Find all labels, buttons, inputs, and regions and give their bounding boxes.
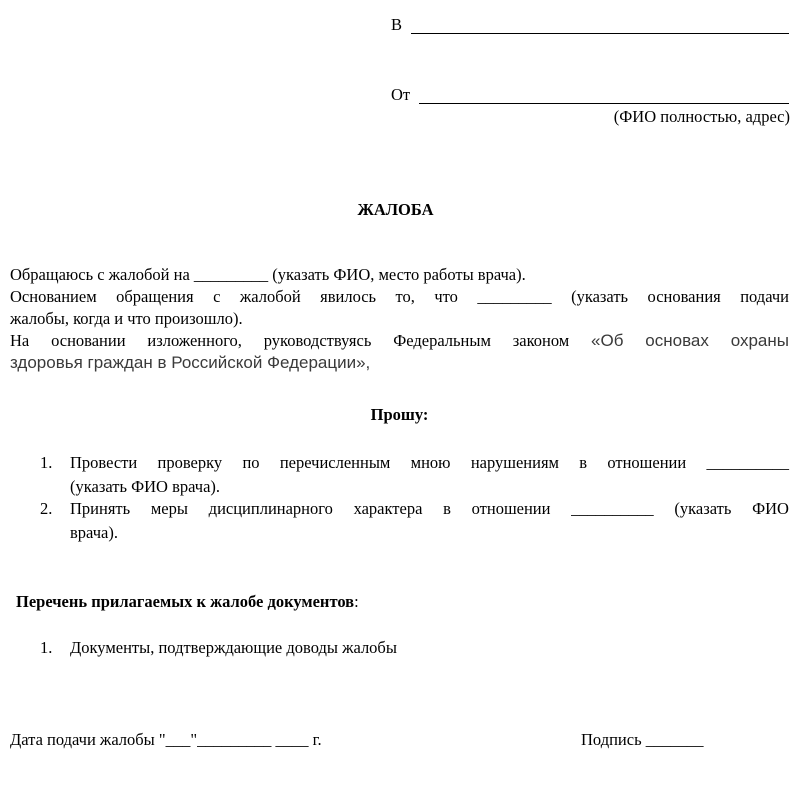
request-item-text [70,452,789,500]
request-word: мною [410,453,451,472]
request-word: меры [150,499,188,518]
body-word: Федеральным [393,331,491,350]
body-word: законом [512,331,570,350]
body-word: что [434,287,458,306]
request-item-number: 1. [40,453,53,472]
law-title-word: основах [645,331,709,350]
request-word: (указать [674,499,732,518]
request-word: перечисленным [279,453,391,472]
request-item-line-2: (указать ФИО врача). [70,477,221,496]
document-title [0,199,807,221]
document-title-text: ЖАЛОБА [357,200,434,219]
attachment-item [40,637,789,661]
request-title-text: Прошу: [370,405,429,424]
law-title-word: «Об [591,331,624,350]
request-word: нарушениям [470,453,559,472]
request-item-number: 2. [40,499,53,518]
addressee-label: В [391,15,403,34]
sender-row [391,84,791,106]
request-word: характера [353,499,423,518]
request-word: дисциплинарного [208,499,333,518]
request-item-line-1 [70,452,789,476]
body-paragraph-2-line-2: жалобы, когда и что произошло). [10,309,243,328]
body-word: Основанием [10,287,97,306]
request-word: ФИО [752,499,789,518]
sender-note: (ФИО полностью, адрес) [613,107,790,126]
body-paragraph-3-line-2: здоровья граждан в Российской Федерации», [10,353,371,372]
attachments-title-colon: : [354,592,359,611]
attachment-item-text: Документы, подтверждающие доводы жалобы [70,638,397,657]
body-paragraph-3-line-1 [10,330,789,352]
sender-label: От [391,85,411,104]
request-word: __________ [571,499,654,518]
body-paragraph-2-line-1 [10,286,789,308]
body-word: _________ [477,287,552,306]
complaint-body [10,264,789,376]
addressee-row [391,14,791,36]
request-item-line-2: врача). [70,523,118,542]
attachment-item-number: 1. [40,638,53,657]
request-word: отношении [471,499,551,518]
request-item [40,498,789,546]
law-title-word: охраны [730,331,789,350]
body-word: явилось [320,287,377,306]
request-item-line-1 [70,498,789,522]
submission-date: Дата подачи жалобы "___"_________ ____ г. [10,730,322,749]
attachments-title-text: Перечень прилагаемых к жалобе документов [16,592,355,611]
body-word: (указать [571,287,629,306]
body-paragraph-1: Обращаюсь с жалобой на _________ (указать ФИО, место работы врача). [10,265,526,284]
addressee-blank-line [411,33,789,34]
request-word: отношении [607,453,687,472]
body-word: основании [51,331,126,350]
sender-blank-line [419,103,789,104]
request-word: в [443,499,451,518]
request-word: Принять [70,499,131,518]
request-word: __________ [706,453,789,472]
body-word: На [10,331,30,350]
request-word: по [242,453,260,472]
request-item-text [70,498,789,546]
request-word: проверку [157,453,223,472]
body-word: подачи [740,287,789,306]
body-word: с [213,287,221,306]
request-word: Провести [70,453,138,472]
body-word: основания [647,287,721,306]
request-item [40,452,789,500]
body-word: изложенного, [147,331,242,350]
signature: Подпись _______ [581,730,704,749]
attachments-title [16,591,359,613]
body-word: руководствуясь [263,331,372,350]
body-word: жалобой [239,287,301,306]
request-title [0,404,807,426]
body-word: то, [395,287,415,306]
request-word: в [579,453,588,472]
body-word: обращения [116,287,194,306]
